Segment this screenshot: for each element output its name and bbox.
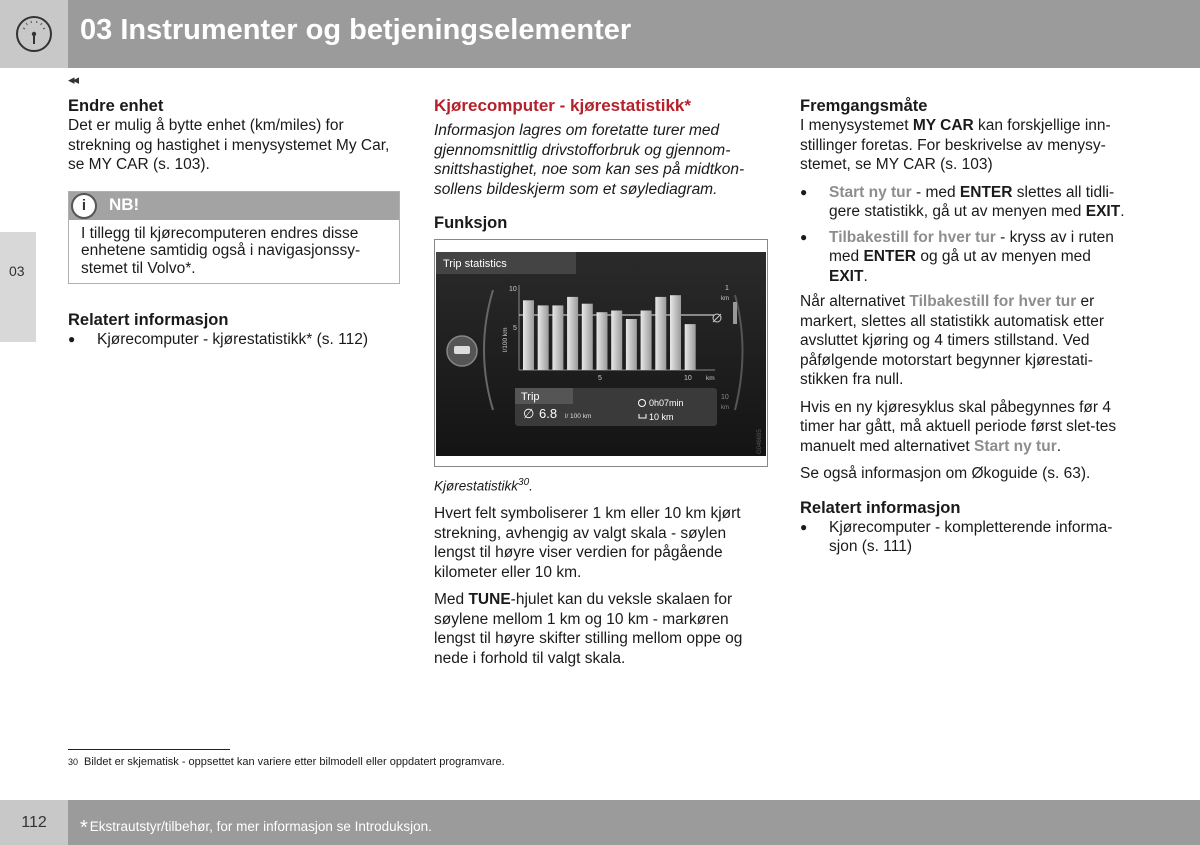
- trip-time: 0h07min: [649, 398, 684, 408]
- menu-option-start-new-trip: Start ny tur: [829, 183, 912, 201]
- related-list: [800, 518, 1132, 557]
- text-run: .: [1120, 203, 1125, 220]
- paragraph: [800, 292, 1132, 390]
- menu-option-reset-each-trip: Tilbakestill for hver tur: [829, 228, 996, 246]
- chapter-icon-box: [0, 0, 68, 68]
- procedure-list: [800, 183, 1132, 287]
- scale-bottom-number: 10: [721, 394, 729, 401]
- trip-statistics-screen: [435, 240, 767, 466]
- paragraph: [800, 398, 1132, 457]
- gauge-icon: [14, 14, 54, 54]
- screen-title: Trip statistics: [443, 258, 507, 270]
- footnote-divider: [68, 749, 230, 750]
- exit-label: EXIT: [1085, 203, 1121, 220]
- note-header: [69, 192, 399, 220]
- column-3: [800, 96, 1132, 563]
- chapter-side-tab[interactable]: [0, 232, 36, 342]
- asterisk-icon: *: [80, 817, 88, 839]
- text-run: -hjulet kan du veksle skalaen for søylene mellom 1 km og 10 km - markøren lengst til høyre skifter stilling mellom oppe og nede i forhold til valgt skala.: [434, 591, 743, 667]
- note-text: I tillegg til kjørecomputeren endres disse enhetene samtidig også i navigasjonssy-stemet til Volvo*.: [81, 224, 361, 277]
- chart-bar: [641, 311, 652, 371]
- chart-bar: [670, 295, 681, 370]
- text-run: Hvis en ny kjøresyklus skal påbegynnes før 4 timer har gått, må aktuell periode først slet-tes manuelt med alternativet: [800, 398, 1117, 455]
- consumption-value: 6.8: [539, 406, 558, 421]
- chart-bar: [611, 311, 622, 371]
- text-run: kan forskjellige inn-stillinger foretas. For beskrivelse av menysy-stemet, se MY CAR (s. 103): [800, 117, 1111, 173]
- paragraph: Se også informasjon om Økoguide (s. 63).: [800, 465, 1091, 482]
- paragraph: Det er mulig å bytte enhet (km/miles) for strekning og hastighet i menysystemet My Car, se MY CAR (s. 103).: [68, 117, 390, 173]
- trip-label: Trip: [521, 391, 540, 403]
- page-number: 112: [0, 800, 68, 845]
- chart-bar: [523, 300, 534, 370]
- figure-caption: [434, 473, 768, 496]
- y-tick-top: 10: [509, 286, 517, 293]
- list-item-start-new-trip: [800, 183, 1132, 222]
- page-header: [0, 0, 1200, 68]
- list-item-reset-each-trip: [800, 228, 1132, 287]
- text-run: slettes all tidli-gere statistikk, gå ut av menyen med: [829, 183, 1115, 220]
- section-title: Kjørecomputer - kjørestatistikk*: [434, 96, 691, 115]
- text-run: Når alternativet: [800, 293, 910, 310]
- related-link[interactable]: ● Kjørecomputer - kompletterende informa-sjon (s. 111): [800, 518, 1132, 557]
- column-2: [434, 96, 768, 676]
- related-list: [68, 330, 398, 350]
- tune-label: TUNE: [468, 591, 511, 608]
- x-tick-end: 10: [684, 375, 692, 382]
- related-heading: Relatert informasjon: [68, 311, 229, 329]
- related-link[interactable]: ● Kjørecomputer - kjørestatistikk* (s. 112): [68, 330, 398, 350]
- image-code: G046695: [757, 429, 763, 454]
- consumption-unit: l/ 100 km: [565, 413, 592, 420]
- chapter-title: 03 Instrumenter og betjeningselementer: [80, 14, 632, 46]
- scale-top-unit: km: [721, 296, 729, 302]
- average-icon: ∅: [523, 406, 535, 421]
- y-tick-mid: 5: [513, 325, 517, 332]
- related-heading: Relatert informasjon: [800, 498, 961, 517]
- paragraph: [800, 116, 1132, 175]
- my-car-label: MY CAR: [912, 117, 974, 134]
- section-heading: Endre enhet: [68, 97, 164, 115]
- text-run: og gå ut av menyen med: [916, 248, 1091, 265]
- procedure-heading: Fremgangsmåte: [800, 97, 928, 115]
- exit-label: EXIT: [829, 267, 864, 285]
- text-run: .: [863, 267, 868, 285]
- caption-footnote-ref[interactable]: 30: [518, 477, 530, 488]
- chart-bar: [626, 319, 637, 370]
- caption-period: .: [529, 478, 533, 494]
- info-icon: i: [71, 193, 97, 219]
- chart-bar: [538, 305, 549, 370]
- scale-top-number: 1: [725, 285, 729, 292]
- text-run: I menysystemet: [800, 117, 913, 134]
- footer-text: Ekstrautstyr/tilbehør, for mer informasjon se Introduksjon.: [89, 819, 432, 834]
- footer-note: [80, 814, 432, 837]
- enter-label: ENTER: [959, 183, 1013, 201]
- enter-label: ENTER: [863, 248, 917, 265]
- note-label: NB!: [109, 194, 140, 214]
- text-run: .: [1056, 437, 1062, 455]
- trip-distance: 10 km: [649, 412, 674, 422]
- chart-bar: [685, 324, 696, 370]
- menu-option-reset-each-trip: Tilbakestill for hver tur: [909, 293, 1077, 310]
- chart-bar: [655, 297, 666, 370]
- trip-statistics-figure: [434, 239, 768, 467]
- chart-bar: [567, 297, 578, 370]
- x-unit-label: km: [706, 375, 715, 382]
- paragraph: [434, 590, 768, 668]
- footnote-text: Bildet er skjematisk - oppsettet kan variere etter bilmodell eller oppdatert programvare.: [84, 756, 505, 768]
- chart-bar: [582, 304, 593, 370]
- menu-option-start-new-trip: Start ny tur: [974, 437, 1057, 455]
- text-run: - kryss av i ruten med: [829, 228, 1114, 265]
- column-1: [68, 96, 398, 356]
- scale-bottom-unit: km: [721, 405, 729, 411]
- page-footer: [0, 800, 1200, 845]
- chart-bar: [597, 312, 608, 370]
- footnote: [68, 756, 505, 768]
- chart-bar: [552, 305, 563, 370]
- caption-text: Kjørestatistikk: [434, 478, 519, 494]
- x-tick-mid: 5: [598, 375, 602, 382]
- text-run: - med: [911, 183, 960, 201]
- side-tab-label: 03: [9, 263, 25, 279]
- footnote-number: 30: [68, 757, 79, 767]
- text-run: Med: [434, 591, 469, 608]
- note-box: [68, 191, 400, 285]
- intro-paragraph: Informasjon lagres om foretatte turer med gjennomsnittlig drivstofforbruk og gjennom-snittshastighet, noe som kan ses på midtkon-sollens bildeskjerm som et søylediagram.: [434, 122, 745, 198]
- paragraph: Hvert felt symboliserer 1 km eller 10 km kjørt strekning, avhengig av valgt skala - søylen lengst til høyre viser verdien for pågående kilometer eller 10 km.: [434, 505, 741, 581]
- back-arrows-icon[interactable]: ◂◂: [68, 72, 78, 87]
- y-unit-label: l/100 km: [502, 327, 509, 352]
- function-heading: Funksjon: [434, 214, 508, 232]
- text-run: er markert, slettes all statistikk automatisk etter avsluttet kjøring og 4 timers stillstand. Ved påfølgende motorstart begynner kjørestati-stikken fra null.: [800, 293, 1105, 388]
